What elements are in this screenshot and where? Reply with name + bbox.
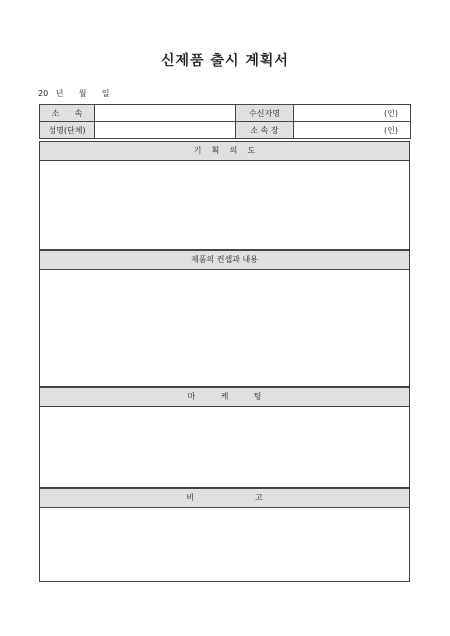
section-header-concept: 제품의 컨셉과 내용	[40, 251, 409, 270]
info-row-1	[40, 105, 411, 122]
head-label: 소 속 장	[236, 122, 294, 139]
affiliation-label: 소 속	[40, 105, 95, 122]
info-table	[39, 104, 411, 139]
remarks-content-area[interactable]	[40, 508, 409, 582]
name-field[interactable]	[95, 122, 236, 139]
plan-intent-content-area[interactable]	[40, 161, 409, 250]
head-field[interactable]: (인)	[294, 122, 411, 139]
section-remarks	[39, 488, 410, 582]
name-label: 성명(단체)	[40, 122, 95, 139]
section-header-remarks: 비 고	[40, 489, 409, 508]
section-marketing	[39, 387, 410, 488]
document-title: 신제품 출시 계획서	[161, 53, 289, 69]
section-plan-intent	[39, 141, 410, 250]
section-header-marketing: 마 케 팅	[40, 388, 409, 407]
section-concept	[39, 250, 410, 387]
info-row-2	[40, 122, 411, 139]
date-line: 20 년 월 일	[38, 89, 110, 98]
recipient-label: 수신자명	[236, 105, 294, 122]
marketing-content-area[interactable]	[40, 407, 409, 488]
affiliation-field[interactable]	[95, 105, 236, 122]
section-header-plan-intent: 기 획 의 도	[40, 142, 409, 161]
recipient-field[interactable]: (인)	[294, 105, 411, 122]
concept-content-area[interactable]	[40, 270, 409, 387]
